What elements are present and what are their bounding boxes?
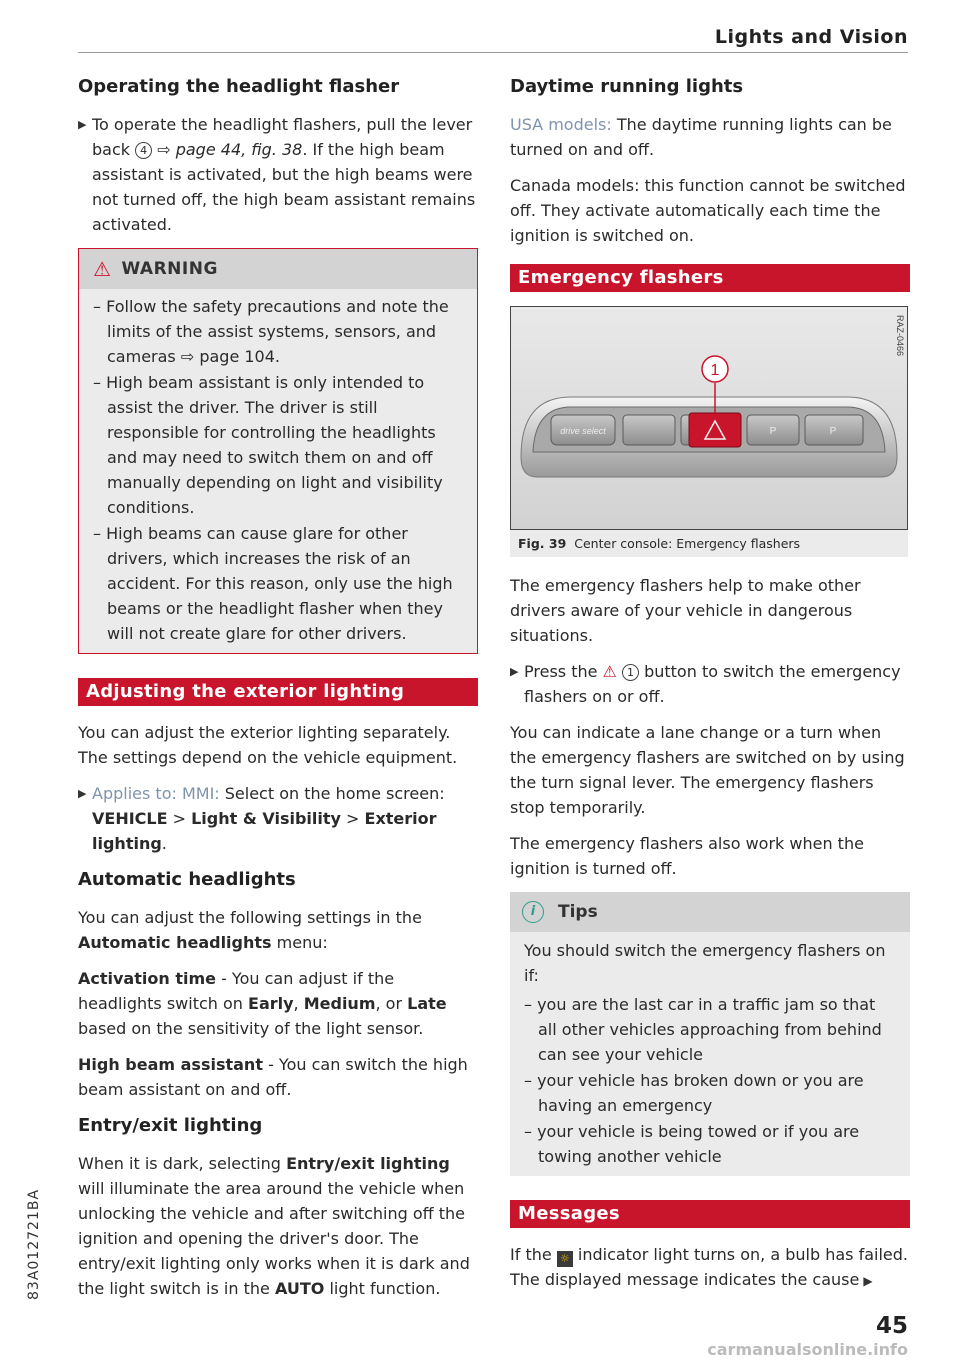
tips-header: i Tips <box>510 892 910 932</box>
bullet-arrow-icon: ▶ <box>78 118 87 131</box>
em-paragraph-2: You can indicate a lane change or a turn when the emergency flashers are switched on by using the turn signal lever. The emergency flashers stop temporarily. <box>510 723 905 817</box>
warning-item: – High beams can cause glare for other drivers, which increases the risk of an accident. For this reason, only use the high beams or the headlight flasher when they will not create glare for other drivers. <box>93 524 453 643</box>
section-bar-messages: Messages <box>510 1200 910 1228</box>
warning-header: ⚠ WARNING <box>79 249 477 289</box>
drl-canada-paragraph: Canada models: this function cannot be switched off. They activate automatically each time the ignition is switched on. <box>510 176 906 245</box>
warning-box <box>78 248 478 654</box>
info-icon: i <box>522 901 544 923</box>
activation-paragraph: Activation time - You can adjust if the headlights switch on Early, Medium, or Late based on the sensitivity of the light sensor. <box>78 969 447 1038</box>
hazard-button <box>689 413 741 447</box>
warning-item: – Follow the safety precautions and note the limits of the assist systems, sensors, and cameras ⇨ page 104. <box>93 297 449 366</box>
tips-intro: You should switch the emergency flashers on if: <box>524 941 886 985</box>
figure-code: RAZ-0466 <box>895 315 905 357</box>
warning-item: – High beam assistant is only intended to assist the driver. The driver is still responsible for controlling the headlights and may need to switch them on and off manually depending on light and visibility conditions. <box>93 373 443 517</box>
console-button <box>623 415 675 445</box>
drive-select-label: drive select <box>560 426 606 436</box>
tips-box <box>510 892 910 1176</box>
callout-4: 4 <box>135 142 152 159</box>
heading-daytime-running-lights: Daytime running lights <box>510 76 744 97</box>
right-column <box>510 74 910 1305</box>
page-reference-link[interactable]: ⇨ page 44, fig. 38 <box>157 140 303 159</box>
park-label: P <box>829 426 837 437</box>
applies-instruction: ▶ Applies to: MMI: Select on the home screen: VEHICLE > Light & Visibility > Exterior lighting. <box>78 781 478 856</box>
menu-exterior-lighting: Exterior lighting <box>92 809 437 853</box>
em-instruction: ▶ Press the ⚠ 1 button to switch the emergency flashers on or off. <box>510 659 910 709</box>
em-paragraph-1: The emergency flashers help to make other drivers aware of your vehicle in dangerous situations. <box>510 576 861 645</box>
heading-entry-exit: Entry/exit lighting <box>78 1115 263 1136</box>
park-assist-label: P <box>769 426 777 437</box>
watermark: carmanualsonline.info <box>707 1340 908 1359</box>
callout-1: 1 <box>622 664 639 681</box>
applies-label: Applies to: MMI: <box>92 784 220 803</box>
heading-automatic-headlights: Automatic headlights <box>78 869 296 890</box>
bullet-arrow-icon: ▶ <box>510 665 519 678</box>
adjust-paragraph: You can adjust the exterior lighting separately. The settings depend on the vehicle equipment. <box>78 723 458 767</box>
page-header <box>78 22 908 53</box>
tips-item: – your vehicle is being towed or if you are towing another vehicle <box>524 1122 860 1166</box>
hazard-symbol-icon: ⚠ <box>602 662 617 681</box>
tips-item: – your vehicle has broken down or you are having an emergency <box>524 1071 864 1115</box>
callout-number: 1 <box>710 362 720 379</box>
bullet-arrow-icon: ▶ <box>78 787 87 800</box>
entry-paragraph: When it is dark, selecting Entry/exit lighting will illuminate the area around the vehicle when unlocking the vehicle and after switching off the ignition and opening the driver's door. The entry/exit lighting only works when it is dark and the light switch is in the AUTO light function. <box>78 1154 470 1298</box>
em-paragraph-3: The emergency flashers also work when the ignition is turned off. <box>510 834 864 878</box>
figure-center-console <box>510 306 908 530</box>
center-console-illustration <box>511 307 907 529</box>
drl-usa-paragraph: USA models: The daytime running lights can be turned on and off. <box>510 115 892 159</box>
section-bar-adjusting-lighting: Adjusting the exterior lighting <box>78 678 478 706</box>
flasher-instruction: ▶ To operate the headlight flashers, pull the lever back 4 ⇨ page 44, fig. 38. If the high beam assistant is activated, but the high beams were not turned off, the high beam assistant remains activated. <box>78 112 478 237</box>
auto-paragraph: You can adjust the following settings in the Automatic headlights menu: <box>78 908 422 952</box>
continue-arrow-icon: ▶ <box>863 1274 873 1288</box>
warning-triangle-icon: ⚠ <box>93 257 112 281</box>
figure-caption: Fig. 39 Center console: Emergency flashers <box>510 530 908 557</box>
menu-vehicle: VEHICLE <box>92 809 168 828</box>
heading-headlight-flasher: Operating the headlight flasher <box>78 76 400 97</box>
warning-body <box>79 289 477 653</box>
section-bar-emergency-flashers: Emergency flashers <box>510 264 910 292</box>
tips-item: – you are the last car in a traffic jam so that all other vehicles approaching from behind can see your vehicle <box>524 995 882 1064</box>
messages-paragraph: If the ☼ indicator light turns on, a bulb has failed. The displayed message indicates the cause ▶ <box>510 1245 908 1289</box>
document-code: 83A012721BA <box>26 1188 42 1300</box>
section-title: Lights and Vision <box>714 26 908 48</box>
page-number: 45 <box>875 1313 908 1339</box>
hba-paragraph: High beam assistant - You can switch the high beam assistant on and off. <box>78 1055 468 1099</box>
menu-light-visibility: Light & Visibility <box>191 809 341 828</box>
tips-body <box>510 932 910 1176</box>
left-column <box>78 74 478 1312</box>
bulb-failure-icon: ☼ <box>557 1251 573 1267</box>
